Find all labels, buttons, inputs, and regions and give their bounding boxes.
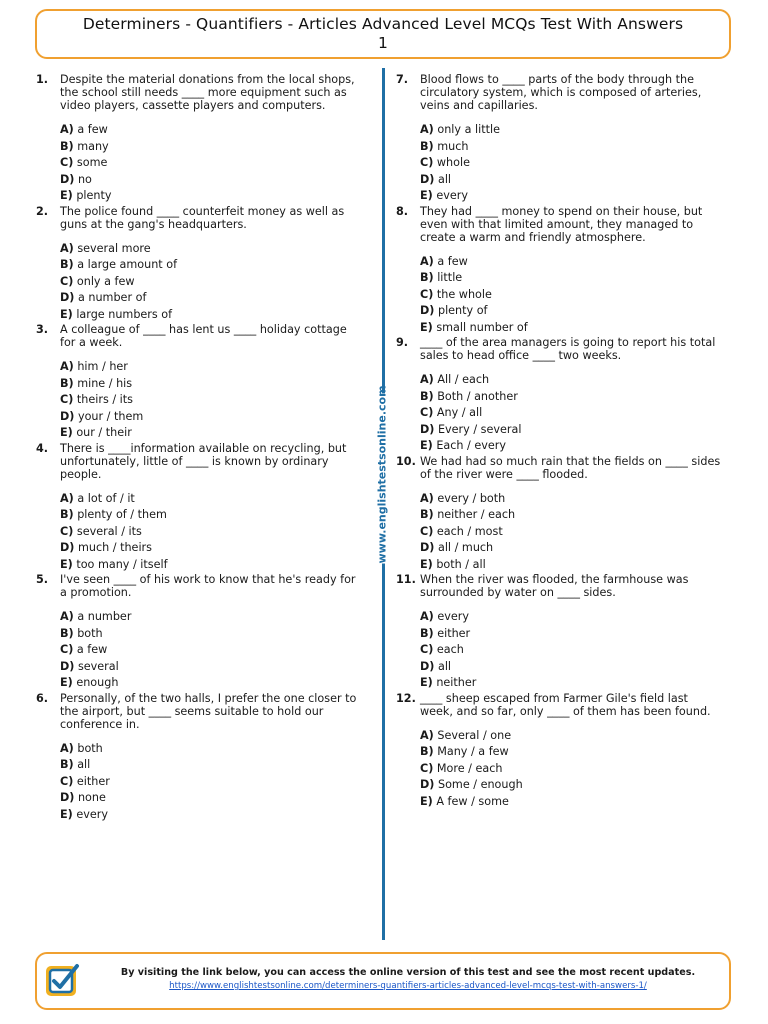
question-item: [36, 73, 366, 205]
option-text: both / all: [436, 557, 486, 571]
option-letter: A): [60, 123, 74, 136]
question-item: [396, 73, 731, 205]
answer-option[interactable]: [60, 774, 366, 791]
option-text: all: [437, 172, 452, 186]
option-text: no: [77, 172, 92, 186]
option-letter: E): [420, 794, 433, 808]
answer-option[interactable]: [60, 807, 366, 824]
answer-option[interactable]: [420, 405, 731, 422]
question-item: [396, 205, 731, 337]
option-text: only a little: [437, 123, 500, 136]
option-letter: D): [420, 304, 435, 317]
option-letter: B): [420, 745, 434, 758]
answer-option[interactable]: [420, 188, 731, 205]
answer-option[interactable]: [60, 425, 366, 442]
option-letter: C): [60, 156, 74, 169]
option-text: Any / all: [436, 406, 483, 419]
option-text: each: [436, 643, 464, 656]
option-text: every: [436, 189, 468, 202]
question-text: When the river was flooded, the farmhouse was surrounded by water on ____ sides.: [420, 573, 689, 599]
option-letter: B): [420, 626, 434, 640]
question-number: 9.: [396, 336, 409, 349]
option-letter: B): [420, 139, 434, 153]
answer-options: [420, 728, 731, 811]
option-letter: B): [420, 508, 434, 521]
answer-option[interactable]: [420, 270, 731, 287]
question-text: ____ of the area managers is going to report his total sales to head office ____ two weeks.: [420, 336, 716, 362]
option-letter: C): [420, 761, 434, 775]
option-letter: D): [60, 659, 75, 673]
option-letter: E): [60, 189, 73, 202]
question-number: 5.: [36, 573, 49, 586]
option-letter: E): [60, 426, 73, 439]
answer-option[interactable]: [420, 438, 731, 455]
page-title-line1: Determiners - Quantifiers - Articles Advanced Level MCQs Test With Answers: [82, 15, 684, 33]
question-item: [396, 692, 731, 811]
option-letter: D): [420, 422, 435, 436]
question-number: 7.: [396, 73, 409, 86]
answer-option[interactable]: [420, 155, 731, 172]
option-letter: E): [60, 807, 73, 821]
option-letter: E): [60, 557, 73, 571]
option-letter: B): [60, 758, 74, 771]
option-text: theirs / its: [76, 393, 133, 406]
option-letter: E): [420, 676, 433, 689]
option-letter: E): [420, 557, 433, 571]
question-item: [36, 205, 366, 324]
option-text: Many / a few: [437, 745, 509, 758]
option-text: each / most: [436, 524, 503, 538]
option-text: all: [437, 659, 452, 673]
option-letter: A): [60, 610, 74, 623]
option-letter: C): [60, 524, 74, 538]
answer-option[interactable]: [60, 376, 366, 393]
answer-option[interactable]: [420, 389, 731, 406]
option-text: your / them: [77, 409, 144, 423]
option-letter: A): [420, 610, 434, 623]
option-letter: C): [60, 393, 74, 406]
answer-option[interactable]: [60, 491, 366, 508]
answer-option[interactable]: [60, 659, 366, 676]
option-letter: D): [60, 291, 75, 304]
option-letter: D): [420, 172, 435, 186]
answer-option[interactable]: [420, 139, 731, 156]
option-letter: A): [60, 491, 74, 505]
option-text: both: [77, 741, 103, 755]
option-letter: B): [60, 258, 74, 271]
question-text: I've seen ____ of his work to know that he's ready for a promotion.: [60, 573, 356, 599]
option-text: little: [437, 271, 463, 284]
option-text: too many / itself: [76, 557, 168, 571]
option-text: small number of: [436, 320, 528, 334]
option-letter: A): [420, 123, 434, 136]
option-text: some: [76, 156, 108, 169]
option-letter: B): [60, 508, 74, 521]
option-text: plenty of: [437, 304, 488, 317]
question-number: 2.: [36, 204, 49, 218]
option-letter: E): [420, 320, 433, 334]
answer-option[interactable]: [420, 794, 731, 811]
answer-options: [420, 609, 731, 692]
answer-option[interactable]: [60, 626, 366, 643]
question-item: [36, 323, 366, 442]
question-item: [396, 336, 731, 455]
test-link[interactable]: https://www.englishtestsonline.com/determiners-quantifiers-articles-advanced-level-mcqs-test-with-answers-1/: [169, 981, 647, 991]
option-text: plenty of / them: [77, 508, 167, 521]
page-title-line2: 1: [378, 34, 388, 52]
option-text: either: [76, 774, 110, 788]
answer-option[interactable]: [420, 491, 731, 508]
answer-option[interactable]: [420, 524, 731, 541]
answer-option[interactable]: [60, 675, 366, 692]
option-text: enough: [76, 676, 119, 689]
answer-option[interactable]: [420, 303, 731, 320]
question-number: 6.: [36, 691, 49, 705]
answer-option[interactable]: [420, 122, 731, 139]
answer-option[interactable]: [60, 790, 366, 807]
option-text: Both / another: [437, 389, 518, 403]
answer-option[interactable]: [60, 155, 366, 172]
answer-options: [420, 372, 731, 455]
option-letter: D): [420, 778, 435, 791]
option-text: several / its: [76, 524, 142, 538]
question-text: Blood flows to ____ parts of the body through the circulatory system, which is composed of arteries, veins and capillaries.: [420, 73, 702, 112]
option-text: several: [77, 659, 119, 673]
option-letter: A): [60, 241, 74, 255]
option-text: More / each: [436, 761, 503, 775]
option-letter: D): [60, 791, 75, 804]
question-item: [396, 455, 731, 574]
answer-option[interactable]: [60, 274, 366, 291]
option-letter: B): [60, 139, 74, 153]
option-letter: C): [420, 643, 434, 656]
option-letter: D): [420, 541, 435, 554]
answer-option[interactable]: [60, 741, 366, 758]
option-letter: E): [60, 307, 73, 321]
option-letter: A): [60, 741, 74, 755]
answer-option[interactable]: [420, 728, 731, 745]
option-letter: C): [420, 524, 434, 538]
answer-option[interactable]: [60, 609, 366, 626]
checkbox-check-icon: [44, 962, 80, 998]
answer-option[interactable]: [420, 507, 731, 524]
answer-option[interactable]: [420, 744, 731, 761]
question-number: 11.: [396, 573, 416, 586]
answer-option[interactable]: [420, 320, 731, 337]
option-text: Every / several: [437, 422, 522, 436]
option-letter: B): [420, 271, 434, 284]
option-letter: A): [60, 360, 74, 373]
answer-option[interactable]: [420, 626, 731, 643]
answer-option[interactable]: [420, 761, 731, 778]
question-number: 3.: [36, 323, 49, 336]
answer-option[interactable]: [60, 241, 366, 258]
option-text: neither / each: [437, 508, 516, 521]
answer-options: [60, 741, 366, 824]
answer-option[interactable]: [60, 642, 366, 659]
option-letter: B): [60, 626, 74, 640]
answer-options: [420, 254, 731, 337]
answer-option[interactable]: [420, 540, 731, 557]
option-text: mine / his: [77, 376, 133, 390]
answer-option[interactable]: [60, 257, 366, 274]
option-letter: C): [420, 287, 434, 301]
option-text: whole: [436, 156, 470, 169]
option-letter: C): [60, 274, 74, 288]
answer-option[interactable]: [420, 675, 731, 692]
option-text: every: [76, 807, 108, 821]
option-letter: C): [60, 774, 74, 788]
option-text: All / each: [437, 373, 490, 386]
answer-option[interactable]: [420, 287, 731, 304]
footer-text: [97, 966, 719, 993]
option-text: neither: [436, 676, 477, 689]
option-letter: A): [420, 728, 434, 742]
answer-option[interactable]: [420, 372, 731, 389]
answer-options: [60, 491, 366, 574]
option-text: many: [77, 139, 109, 153]
answer-option[interactable]: [420, 254, 731, 271]
question-number: 8.: [396, 204, 409, 218]
question-text: The police found ____ counterfeit money as well as guns at the gang's headquarters.: [60, 204, 345, 231]
title-box: [35, 9, 731, 59]
answer-option[interactable]: [60, 122, 366, 139]
option-text: our / their: [76, 426, 132, 439]
option-letter: A): [420, 373, 434, 386]
option-text: A few / some: [436, 794, 509, 808]
question-text: A colleague of ____ has lent us ____ holiday cottage for a week.: [60, 323, 347, 349]
answer-options: [60, 122, 366, 205]
answer-options: [60, 609, 366, 692]
question-text: ____ sheep escaped from Farmer Gile's field last week, and so far, only ____ of them has been found.: [420, 691, 711, 718]
answer-option[interactable]: [420, 659, 731, 676]
option-letter: D): [60, 409, 75, 423]
option-letter: E): [60, 676, 73, 689]
question-text: They had ____ money to spend on their house, but even with that limited amount, they managed to create a warm and friendly atmosphere.: [420, 204, 703, 244]
option-text: all: [77, 758, 91, 771]
right-question-column: [396, 73, 731, 810]
option-text: much: [437, 139, 469, 153]
answer-option[interactable]: [60, 507, 366, 524]
option-text: Several / one: [437, 728, 512, 742]
watermark-url: www.englishtestsonline.com: [375, 385, 389, 564]
option-letter: B): [420, 389, 434, 403]
question-number: 12.: [396, 691, 416, 705]
question-text: We had had so much rain that the fields on ____ sides of the river were ____ flooded.: [420, 454, 721, 481]
answer-option[interactable]: [420, 172, 731, 189]
answer-options: [60, 241, 366, 324]
option-text: large numbers of: [76, 307, 173, 321]
answer-options: [420, 122, 731, 205]
answer-option[interactable]: [60, 188, 366, 205]
option-text: every / both: [437, 491, 506, 505]
option-text: every: [437, 610, 469, 623]
option-text: the whole: [436, 287, 492, 301]
question-number: 10.: [396, 454, 416, 468]
option-letter: E): [420, 439, 433, 452]
option-text: a number of: [77, 291, 147, 304]
option-text: a few: [77, 123, 108, 136]
answer-option[interactable]: [420, 642, 731, 659]
option-letter: D): [420, 659, 435, 673]
option-text: either: [437, 626, 471, 640]
answer-option[interactable]: [60, 290, 366, 307]
answer-option[interactable]: [60, 359, 366, 376]
answer-option[interactable]: [60, 524, 366, 541]
footer-message: By visiting the link below, you can access the online version of this test and see the most recent updates.: [120, 967, 696, 978]
option-letter: A): [420, 491, 434, 505]
question-item: [36, 573, 366, 692]
option-text: Each / every: [436, 439, 506, 452]
option-text: several more: [77, 241, 151, 255]
answer-option[interactable]: [60, 557, 366, 574]
option-letter: D): [60, 172, 75, 186]
option-text: both: [77, 626, 103, 640]
question-number: 4.: [36, 441, 49, 455]
answer-options: [420, 491, 731, 574]
answer-option[interactable]: [420, 777, 731, 794]
option-text: a few: [437, 254, 468, 268]
option-text: Some / enough: [437, 778, 523, 791]
answer-option[interactable]: [60, 392, 366, 409]
option-text: a number: [77, 610, 132, 623]
footer-box: [35, 952, 731, 1010]
option-letter: E): [420, 189, 433, 202]
option-letter: D): [60, 541, 75, 554]
answer-option[interactable]: [60, 172, 366, 189]
answer-option[interactable]: [60, 540, 366, 557]
answer-option[interactable]: [60, 307, 366, 324]
option-text: much / theirs: [77, 541, 152, 554]
question-item: [36, 692, 366, 824]
option-letter: C): [60, 643, 74, 656]
option-letter: B): [60, 376, 74, 390]
answer-option[interactable]: [420, 422, 731, 439]
question-number: 1.: [36, 73, 49, 86]
answer-option[interactable]: [60, 139, 366, 156]
option-letter: C): [420, 156, 434, 169]
answer-option[interactable]: [60, 409, 366, 426]
question-text: Despite the material donations from the local shops, the school still needs ____ more equipment such as video players, cassette players and computers.: [60, 73, 355, 112]
option-letter: C): [420, 406, 434, 419]
answer-options: [60, 359, 366, 442]
option-text: all / much: [437, 541, 494, 554]
answer-option[interactable]: [420, 609, 731, 626]
option-text: plenty: [76, 189, 112, 202]
option-text: a few: [76, 643, 108, 656]
option-text: a large amount of: [77, 258, 178, 271]
question-item: [396, 573, 731, 692]
option-text: a lot of / it: [77, 491, 135, 505]
question-text: Personally, of the two halls, I prefer the one closer to the airport, but ____ seems suitable to hold our conference in.: [60, 691, 357, 731]
question-item: [36, 442, 366, 574]
option-text: only a few: [76, 274, 135, 288]
option-text: none: [77, 791, 106, 804]
option-letter: A): [420, 254, 434, 268]
question-text: There is ____information available on recycling, but unfortunately, little of ____ is known by ordinary people.: [60, 441, 347, 481]
answer-option[interactable]: [60, 757, 366, 774]
left-question-column: [36, 73, 366, 823]
option-text: him / her: [77, 360, 128, 373]
answer-option[interactable]: [420, 557, 731, 574]
